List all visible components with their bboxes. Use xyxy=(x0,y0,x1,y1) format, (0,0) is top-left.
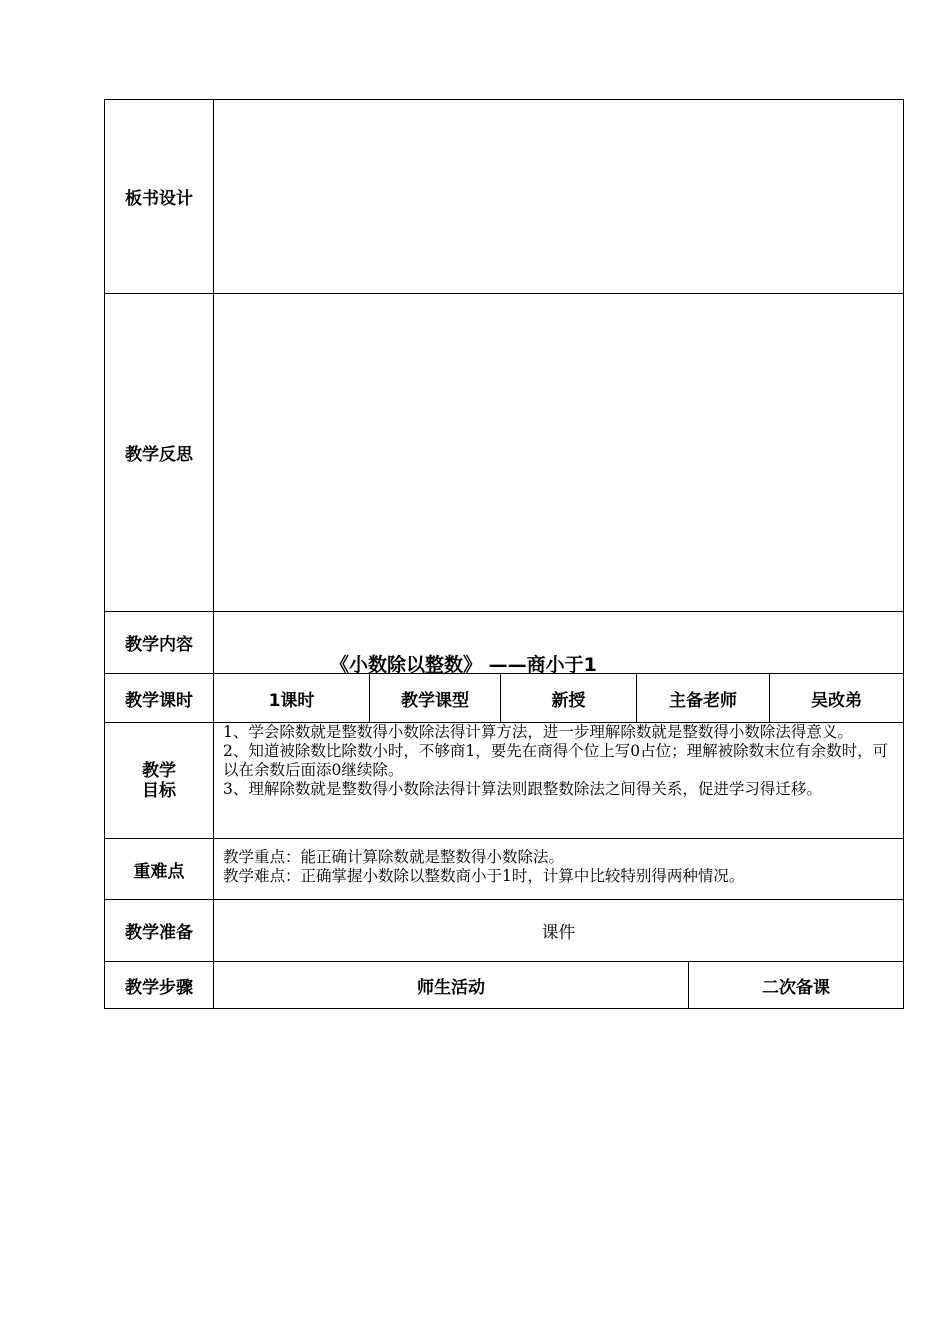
objectives-content xyxy=(213,722,904,839)
lead-teacher-value: 吴改弟 xyxy=(769,673,904,723)
objective-item: 1、学会除数就是整数得小数除法得计算方法，进一步理解除数就是整数得小数除法得意义。 xyxy=(223,723,853,741)
objective-item: 3、理解除数就是整数得小数除法得计算法则跟整数除法之间得关系，促进学习得迁移。 xyxy=(223,780,822,798)
teaching-reflection-label xyxy=(104,293,214,612)
teacher-student-activity-header: 师生活动 xyxy=(213,961,689,1009)
lesson-type-value: 新授 xyxy=(500,673,637,723)
lesson-hours-value: 1课时 xyxy=(213,673,370,723)
board-design-content xyxy=(213,99,904,294)
steps-label: 教学步骤 xyxy=(104,961,214,1009)
preparation-label: 教学准备 xyxy=(104,899,214,962)
second-prep-header: 二次备课 xyxy=(688,961,904,1009)
teaching-content-cell xyxy=(213,611,904,674)
teaching-content-label xyxy=(104,611,214,674)
key-points-label: 重难点 xyxy=(104,838,214,900)
teaching-content-label-text: 教学内容 xyxy=(125,635,193,655)
key-point-focus: 教学重点：能正确计算除数就是整数得小数除法。 xyxy=(223,848,565,866)
key-points-content xyxy=(213,838,904,900)
teaching-reflection-content xyxy=(213,293,904,612)
objective-item: 2、知道被除数比除数小时，不够商1，要先在商得个位上写0占位；理解被除数末位有余数时，可以在余数后面添0继续除。 xyxy=(223,742,889,779)
lesson-hours-label: 教学课时 xyxy=(104,673,214,723)
key-point-difficulty: 教学难点：正确掌握小数除以整数商小于1时，计算中比较特别得两种情况。 xyxy=(223,867,745,885)
board-design-label xyxy=(104,99,214,294)
lesson-type-label: 教学课型 xyxy=(369,673,501,723)
lesson-title: 《小数除以整数》 ——商小于1 xyxy=(330,654,597,676)
teaching-reflection-label-text: 教学反思 xyxy=(125,445,193,465)
lead-teacher-label: 主备老师 xyxy=(636,673,770,723)
board-design-label-text: 板书设计 xyxy=(125,189,193,209)
objectives-label: 教学 目标 xyxy=(104,722,214,839)
preparation-value: 课件 xyxy=(213,899,904,962)
